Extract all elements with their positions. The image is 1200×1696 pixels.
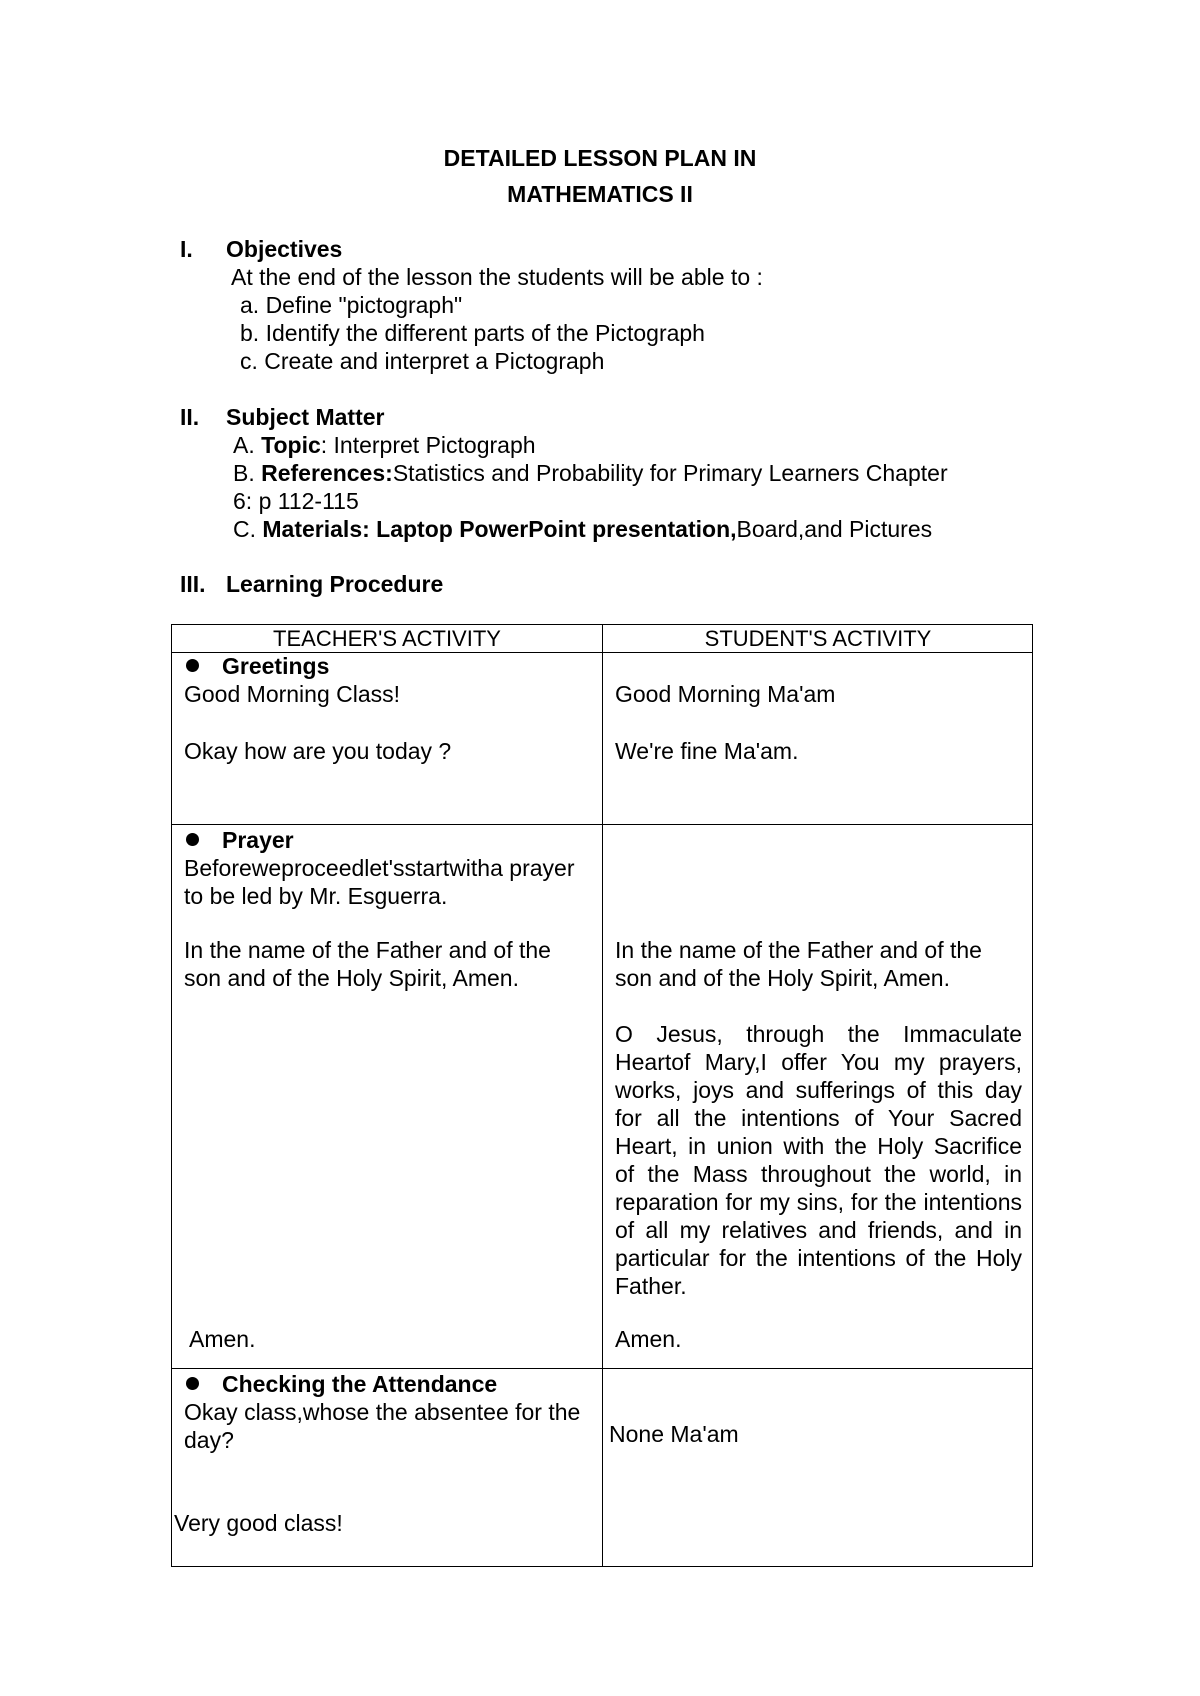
subject-matter-heading: [180, 404, 384, 431]
references-line-2: 6: p 112-115: [233, 488, 359, 514]
materials-label: Materials: Laptop PowerPoint presentation,: [262, 516, 737, 542]
references-line: [233, 460, 948, 487]
subject-matter-title: Subject Matter: [226, 404, 385, 430]
objective-item-c: c. Create and interpret a Pictograph: [240, 348, 605, 374]
prayer-row-divider: [172, 1368, 1032, 1369]
attendance-teacher-line1b: day?: [184, 1427, 234, 1453]
prayer-teacher-line1a: Beforeweproceedlet'sstartwitha prayer: [184, 855, 575, 881]
materials-line: [233, 516, 932, 543]
attendance-heading-text: Checking the Attendance: [222, 1371, 498, 1397]
prayer-student-amen: Amen.: [615, 1326, 682, 1352]
topic-value: : Interpret Pictograph: [320, 432, 536, 458]
bullet-icon: [186, 1377, 199, 1390]
topic-line: [233, 432, 536, 459]
materials-prefix: C.: [233, 516, 263, 542]
attendance-heading: [186, 1371, 497, 1398]
references-prefix: B.: [233, 460, 262, 486]
attendance-teacher-line2: Very good class!: [174, 1510, 343, 1536]
objectives-title: Objectives: [226, 236, 343, 262]
teacher-activity-header: TEACHER'S ACTIVITY: [273, 626, 501, 651]
bullet-icon: [186, 659, 199, 672]
greetings-row-divider: [172, 824, 1032, 825]
prayer-teacher-line2b: son and of the Holy Spirit, Amen.: [184, 965, 519, 991]
bullet-icon: [186, 833, 199, 846]
prayer-teacher-amen: Amen.: [189, 1326, 256, 1352]
greetings-teacher-line1: Good Morning Class!: [184, 681, 401, 707]
document-title-line1: DETAILED LESSON PLAN IN: [443, 145, 757, 171]
objectives-heading: [180, 236, 342, 263]
objective-item-b: b. Identify the different parts of the Pictograph: [240, 320, 705, 346]
subject-matter-number: II.: [180, 404, 200, 430]
prayer-teacher-line2a: In the name of the Father and of the: [184, 937, 551, 963]
objective-item-a: a. Define "pictograph": [240, 292, 463, 318]
greetings-teacher-line2: Okay how are you today ?: [184, 738, 452, 764]
document-title-line2: MATHEMATICS II: [507, 181, 693, 207]
references-value: Statistics and Probability for Primary Learners Chapter: [392, 460, 948, 486]
prayer-student-line1a: In the name of the Father and of the: [615, 937, 982, 963]
topic-label: Topic: [261, 432, 321, 458]
student-activity-header: STUDENT'S ACTIVITY: [704, 626, 932, 651]
greetings-heading: [186, 653, 329, 680]
objectives-intro: At the end of the lesson the students will be able to :: [231, 264, 763, 290]
objectives-number: I.: [180, 236, 193, 262]
materials-value: Board,and Pictures: [736, 516, 933, 542]
attendance-student-line1: None Ma'am: [609, 1421, 739, 1447]
references-label: References:: [261, 460, 393, 486]
procedure-heading: [180, 571, 443, 598]
prayer-student-line1b: son and of the Holy Spirit, Amen.: [615, 965, 950, 991]
prayer-student-offering: O Jesus, through the Immaculate Heartof Mary,I offer You my prayers, works, joys and sufferings of this day for all the intentions of Your Sacred Heart, in union with the Holy Sacrifice of the Mass throughout the world, in reparation for my sins, for the intentions of all my relatives and friends, and in particular for the intentions of the Holy Father.: [615, 1021, 1022, 1299]
procedure-number: III.: [180, 571, 206, 597]
greetings-student-line1: Good Morning Ma'am: [615, 681, 836, 707]
attendance-teacher-line1a: Okay class,whose the absentee for the: [184, 1399, 581, 1425]
prayer-heading: [186, 827, 294, 854]
procedure-title: Learning Procedure: [226, 571, 444, 597]
prayer-heading-text: Prayer: [222, 827, 294, 853]
greetings-heading-text: Greetings: [222, 653, 330, 679]
activity-table: [171, 624, 1033, 1567]
topic-prefix: A.: [233, 432, 262, 458]
prayer-teacher-line1b: to be led by Mr. Esguerra.: [184, 883, 448, 909]
column-divider: [602, 625, 603, 1566]
greetings-student-line2: We're fine Ma'am.: [615, 738, 799, 764]
